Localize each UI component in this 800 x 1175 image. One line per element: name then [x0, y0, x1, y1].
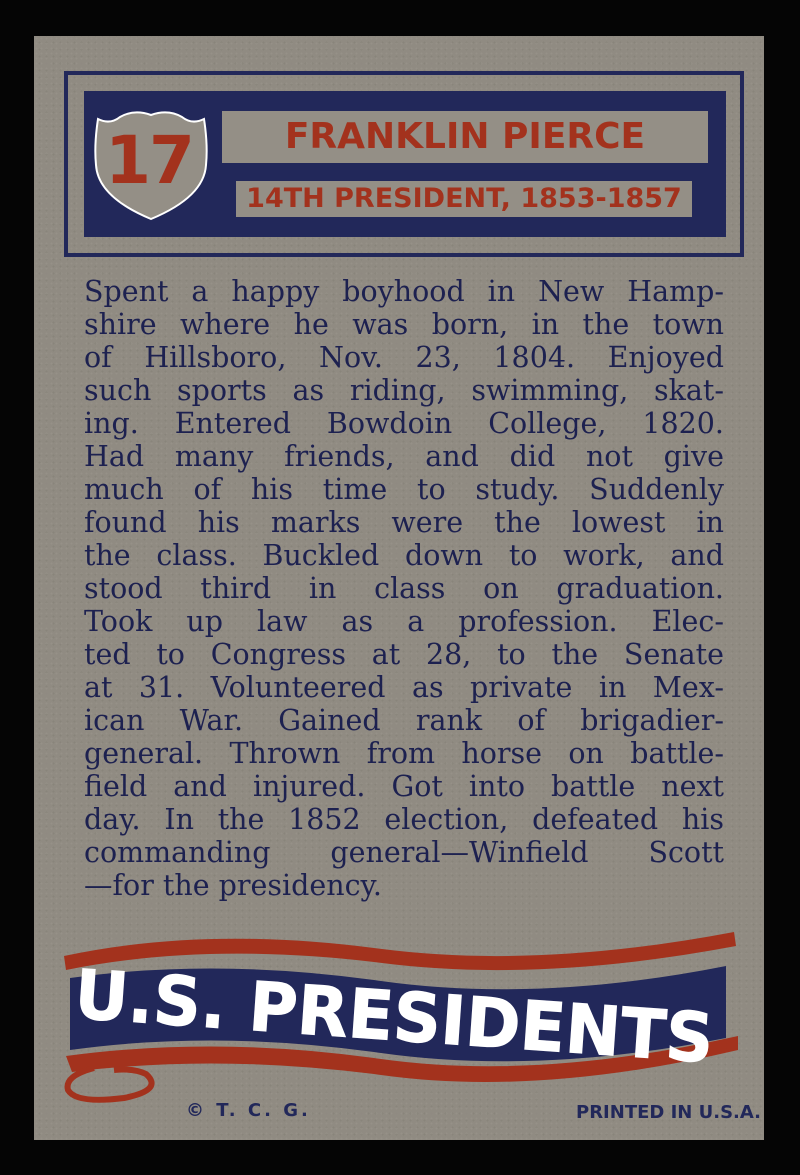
president-title: 14TH PRESIDENT, 1853-1857	[236, 181, 692, 217]
biography-line: day. In the 1852 election, defeated his	[84, 803, 724, 836]
ribbon-banner-graphic	[54, 918, 754, 1108]
biography-line: field and injured. Got into battle next	[84, 770, 724, 803]
biography-line: ing. Entered Bowdoin College, 1820.	[84, 407, 724, 440]
biography-line: Had many friends, and did not give	[84, 440, 724, 473]
biography-line: shire where he was born, in the town	[84, 308, 724, 341]
biography-line: commanding general—Winfield Scott	[84, 836, 724, 869]
biography-line: ican War. Gained rank of brigadier-	[84, 704, 724, 737]
copyright-text: © T. C. G.	[186, 1100, 311, 1121]
biography-line: Took up law as a profession. Elec-	[84, 605, 724, 638]
card-number: 17	[105, 122, 193, 199]
biography-line: Spent a happy boyhood in New Hamp-	[84, 275, 724, 308]
banner-title: U.S. PRESIDENTS	[72, 955, 734, 1081]
president-name: FRANKLIN PIERCE	[222, 111, 708, 163]
us-presidents-banner	[54, 918, 754, 1108]
biography-line: the class. Buckled down to work, and	[84, 539, 724, 572]
biography-text	[84, 275, 724, 902]
biography-line: at 31. Volunteered as private in Mex-	[84, 671, 724, 704]
biography-line: much of his time to study. Suddenly	[84, 473, 724, 506]
biography-line: such sports as riding, swimming, skat-	[84, 374, 724, 407]
biography-line: ted to Congress at 28, to the Senate	[84, 638, 724, 671]
biography-line: general. Thrown from horse on battle-	[84, 737, 724, 770]
biography-line: stood third in class on graduation.	[84, 572, 724, 605]
biography-line: found his marks were the lowest in	[84, 506, 724, 539]
biography-line: of Hillsboro, Nov. 23, 1804. Enjoyed	[84, 341, 724, 374]
printed-in-text: PRINTED IN U.S.A.	[576, 1102, 761, 1123]
biography-line: —for the presidency.	[84, 869, 382, 902]
